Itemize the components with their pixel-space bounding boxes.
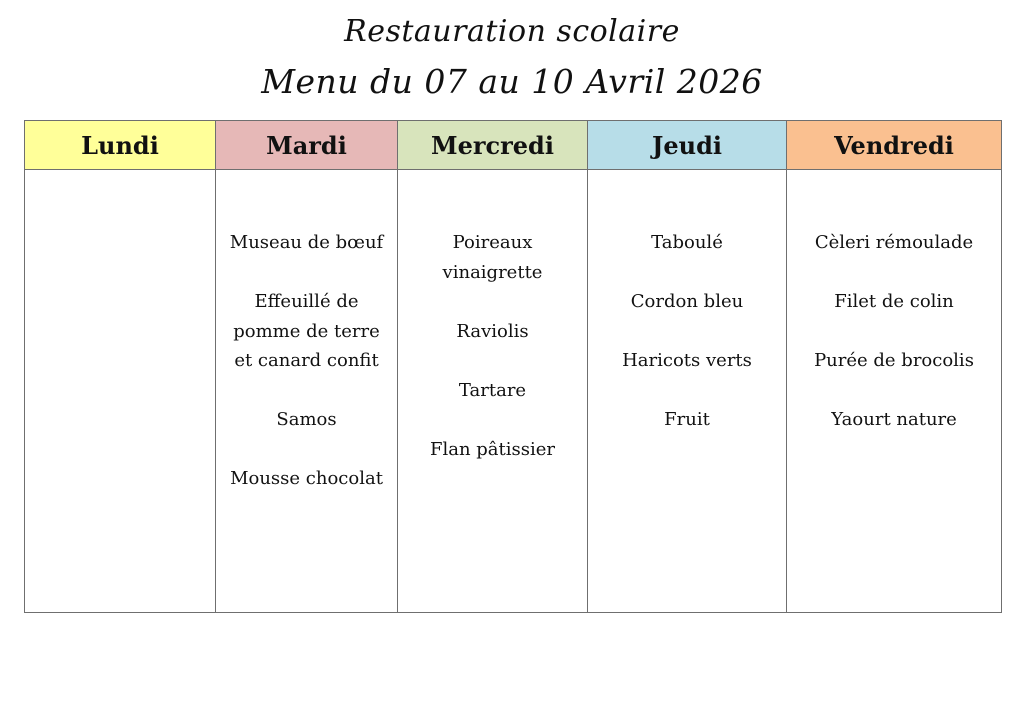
- dish-item: Flan pâtissier: [429, 438, 556, 460]
- dish-item: Cèleri rémoulade: [814, 232, 974, 253]
- dishes-row: [25, 170, 1002, 613]
- day-cell-lundi: [25, 170, 216, 613]
- dish-item: Fruit: [664, 409, 710, 430]
- day-cell-mardi: [216, 170, 398, 613]
- day-cell-mercredi: [398, 170, 588, 613]
- day-header-mardi: Mardi: [216, 121, 398, 170]
- dish-item: Poireaux vinaigrette: [442, 232, 543, 283]
- dish-list-jeudi: [588, 228, 786, 435]
- dish-item: Effeuillé de pomme de terre et canard confit: [233, 291, 380, 371]
- menu-table: [24, 120, 1002, 613]
- dish-list-mardi: [216, 228, 397, 494]
- day-cell-vendredi: [787, 170, 1002, 613]
- day-header-row: [25, 121, 1002, 170]
- dish-item: Tartare: [458, 379, 527, 401]
- dish-item: Raviolis: [456, 320, 529, 342]
- dish-item: Taboulé: [651, 232, 723, 253]
- dish-list-mercredi: [398, 228, 587, 464]
- dish-item: Haricots verts: [622, 350, 752, 371]
- day-header-mercredi: Mercredi: [398, 121, 588, 170]
- page-title: Restauration scolaire: [344, 14, 680, 49]
- page-subtitle: Menu du 07 au 10 Avril 2026: [261, 62, 763, 101]
- dish-item: Samos: [276, 409, 337, 430]
- dish-item: Filet de colin: [834, 291, 954, 312]
- day-header-vendredi: Vendredi: [787, 121, 1002, 170]
- dish-item: Mousse chocolat: [230, 468, 383, 489]
- day-header-jeudi: Jeudi: [588, 121, 787, 170]
- dish-item: Yaourt nature: [831, 409, 957, 430]
- dish-item: Purée de brocolis: [814, 350, 974, 371]
- day-header-lundi: Lundi: [25, 121, 216, 170]
- dish-item: Museau de bœuf: [229, 232, 384, 253]
- dish-item: Cordon bleu: [630, 291, 744, 312]
- day-cell-jeudi: [588, 170, 787, 613]
- dish-list-vendredi: [787, 228, 1001, 435]
